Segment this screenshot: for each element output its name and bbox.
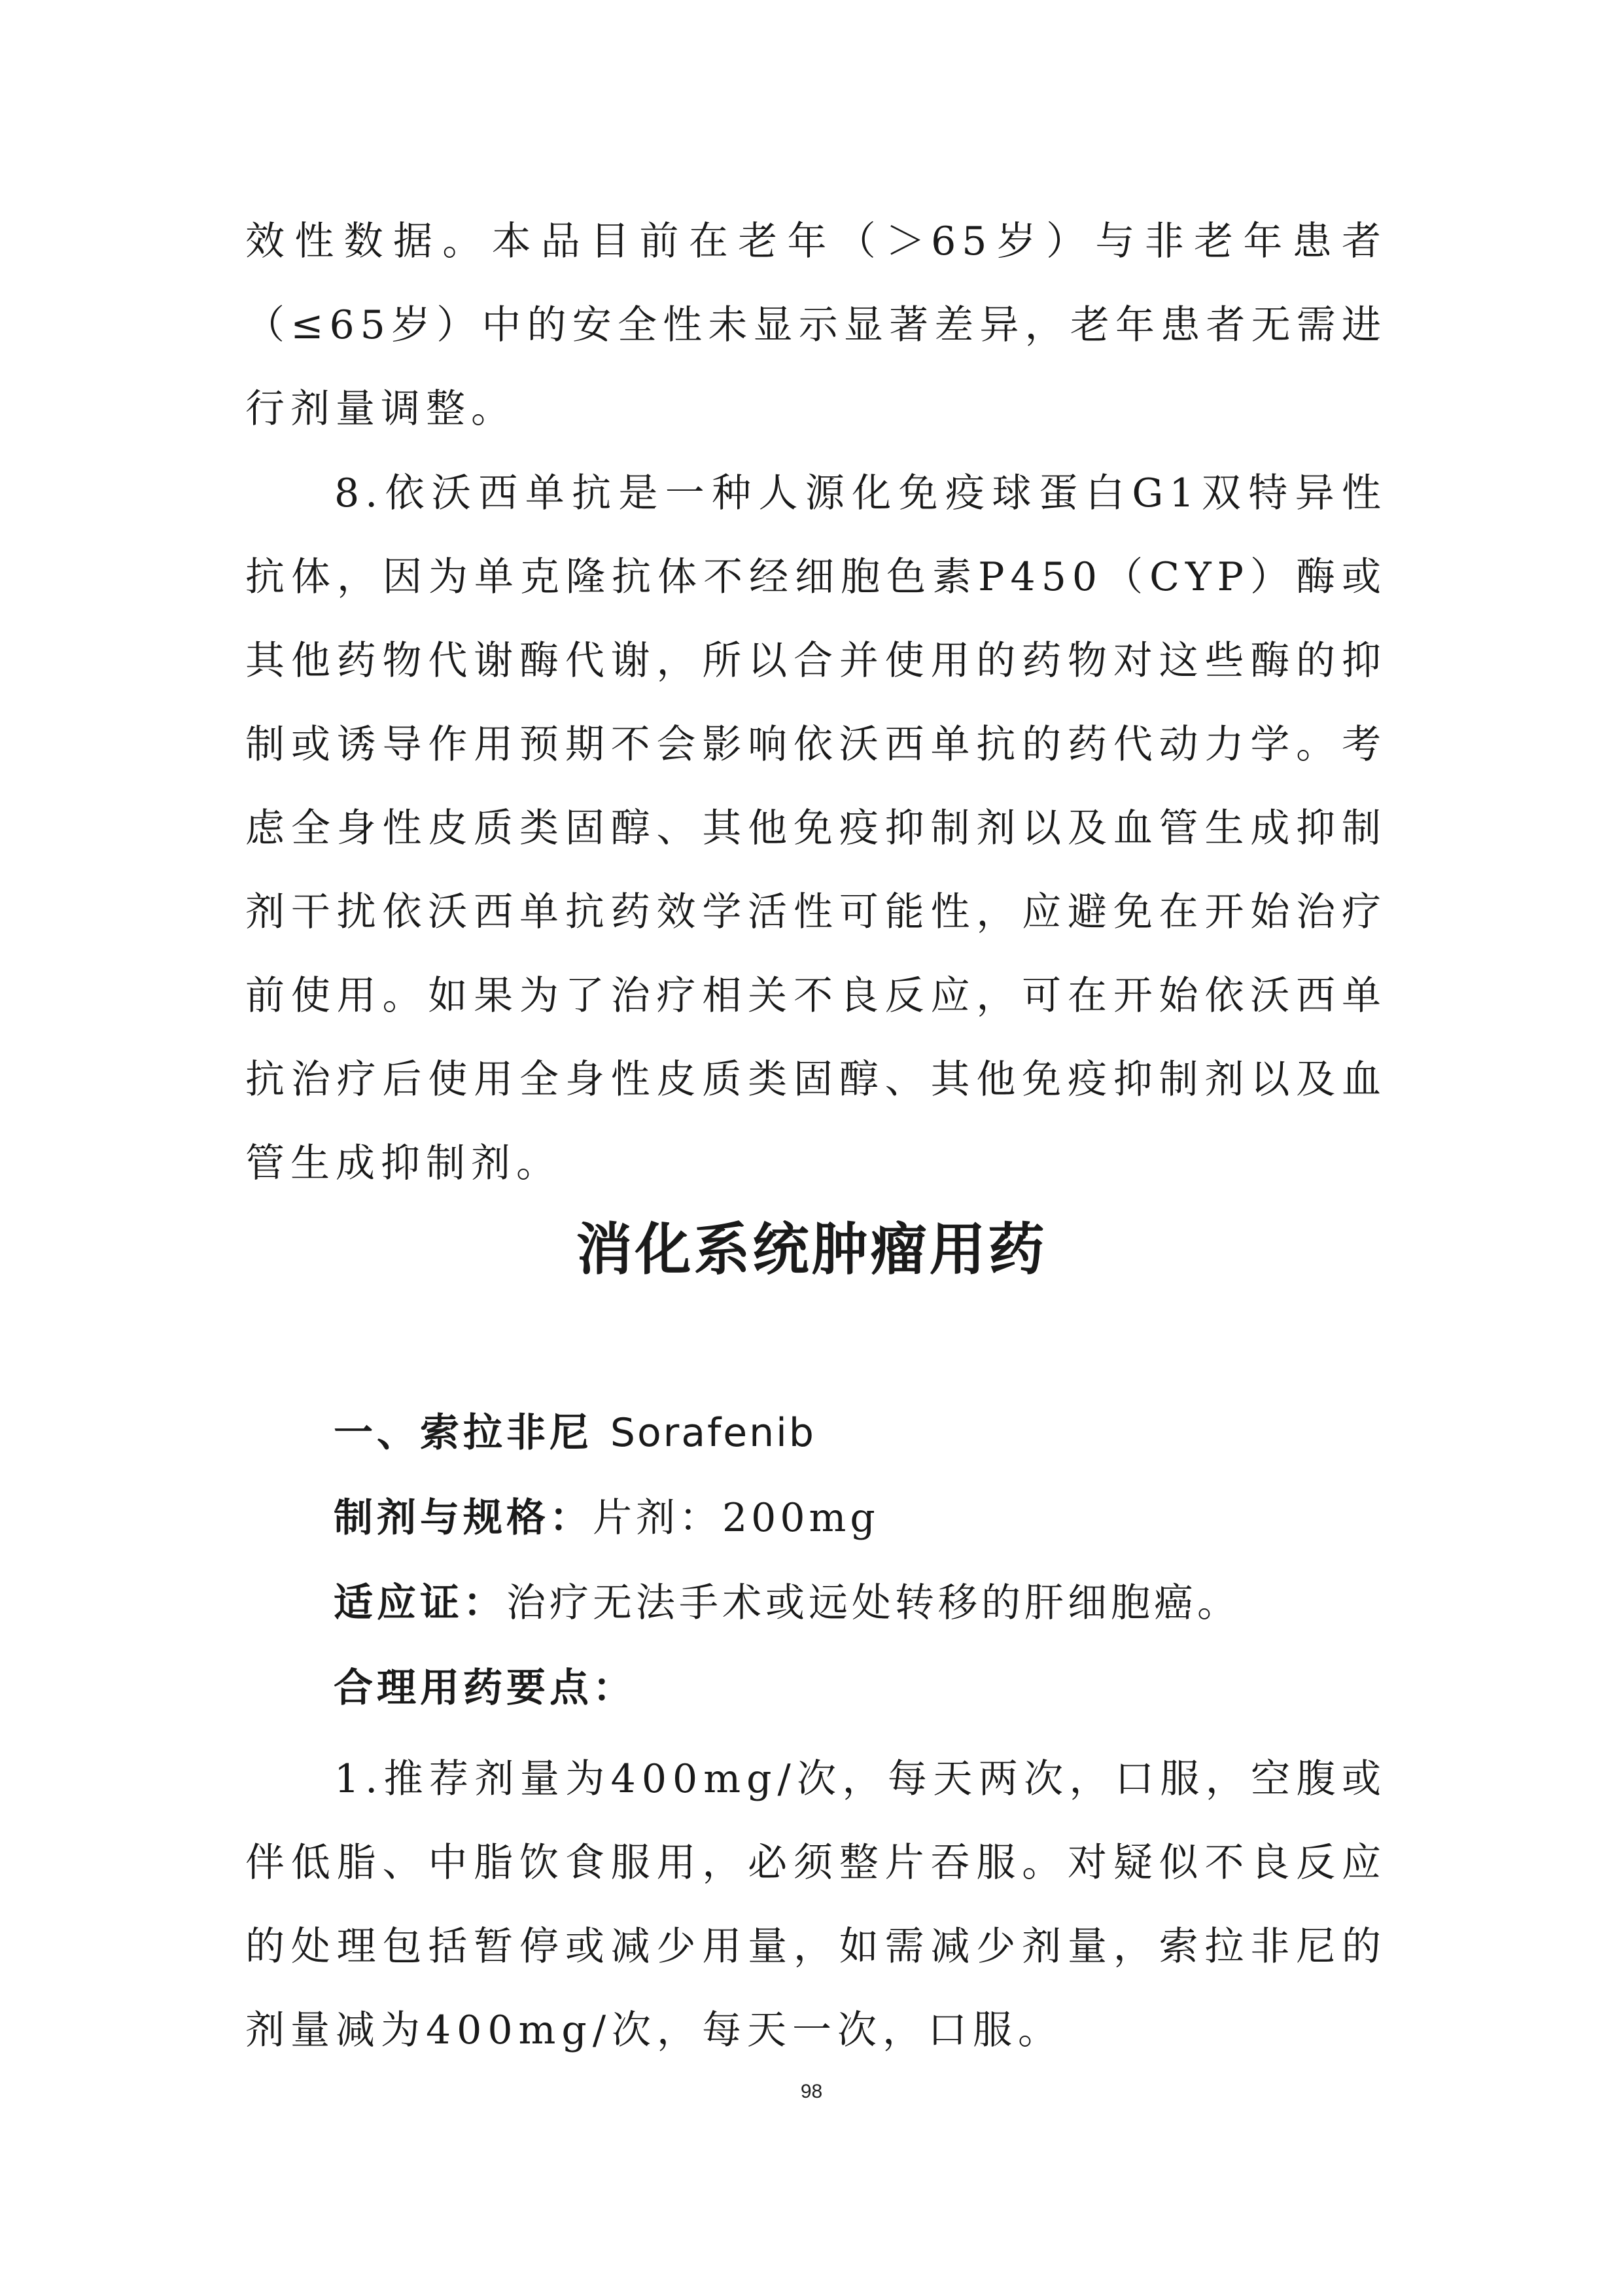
item-8-block [245,451,1387,1205]
formulation-value: 片剂：200mg [593,1495,879,1541]
page-number: 98 [800,2081,823,2102]
item-8-paragraph: 8.依沃西单抗是一种人源化免疫球蛋白G1双特异性抗体，因为单克隆抗体不经细胞色素P450（CYP）酶或其他药物代谢酶代谢，所以合并使用的药物对这些酶的抑制或诱导作用预期不会影响依沃西单抗的药代动力学。考虑全身性皮质类固醇、其他免疫抑制剂以及血管生成抑制剂干扰依沃西单抗药效学活性可能性，应避免在开始治疗前使用。如果为了治疗相关不良反应，可在开始依沃西单抗治疗后使用全身性皮质类固醇、其他免疫抑制剂以及血管生成抑制剂。 [245,470,1387,1186]
indication-value: 治疗无法手术或远处转移的肝细胞癌。 [506,1580,1240,1626]
formulation-label: 制剂与规格： [334,1495,593,1541]
point-1-paragraph: 1.推荐剂量为400mg/次，每天两次，口服，空腹或伴低脂、中脂饮食服用，必须整片吞服。对疑似不良反应的处理包括暂停或减少用量，如需减少剂量，索拉非尼的剂量减为400mg/次，每天一次，口服。 [245,1756,1387,2053]
section-title: 消化系统肿瘤用药 [576,1217,1047,1282]
drug-heading [334,1400,816,1466]
key-points-label: 合理用药要点： [334,1665,636,1711]
intro-block [245,200,1387,451]
point-1-block [245,1737,1387,2072]
drug-heading-cn: 一、索拉非尼 [334,1410,593,1456]
formulation-line [334,1485,879,1551]
drug-heading-latin: Sorafenib [610,1410,816,1456]
key-points-line [334,1655,636,1721]
intro-paragraph: 效性数据。本品目前在老年（＞65岁）与非老年患者（≤65岁）中的安全性未显示显著差异，老年患者无需进行剂量调整。 [245,219,1387,432]
indication-label: 适应证： [334,1580,506,1626]
indication-line [334,1570,1240,1636]
